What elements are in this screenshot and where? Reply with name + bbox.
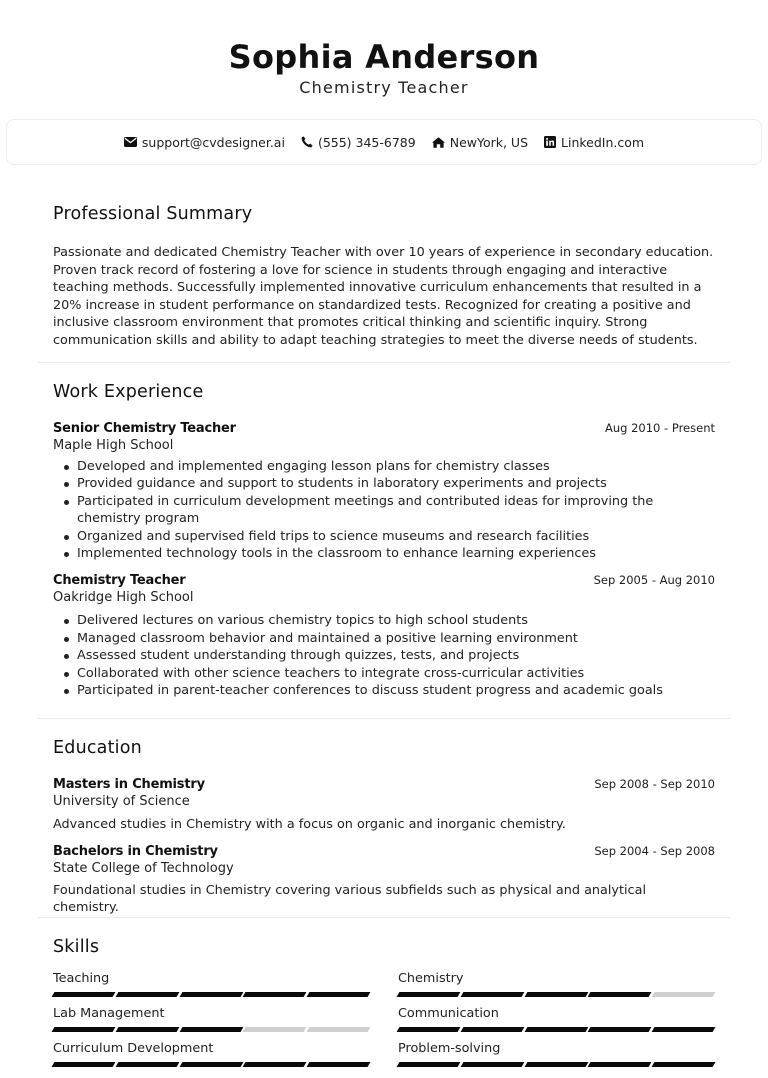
skill-level-segment [52, 1062, 116, 1067]
job-dates: Sep 2005 - Aug 2010 [593, 573, 715, 588]
skill-name: Problem-solving [398, 1041, 501, 1056]
summary-heading: Professional Summary [53, 204, 253, 224]
school-name: State College of Technology [53, 861, 234, 876]
envelope-icon [124, 137, 137, 147]
linkedin-text: LinkedIn.com [561, 134, 645, 150]
skill-level-segment [52, 1027, 116, 1032]
skill-item [398, 970, 714, 997]
list-item: Delivered lectures on various chemistry topics to high school students [53, 612, 715, 629]
skill-level-segment [307, 1027, 371, 1032]
skill-item [53, 970, 369, 997]
skill-level-segment [307, 1062, 371, 1067]
skill-level-bar [53, 992, 369, 997]
skill-level-segment [588, 1062, 652, 1067]
skill-name: Teaching [53, 971, 110, 986]
education-description: Foundational studies in Chemistry covering various subfields such as physical and analytical chemistry. [53, 883, 646, 915]
education-entry [53, 776, 715, 833]
location-text: NewYork, US [449, 134, 529, 150]
job-title: Chemistry Teacher [53, 573, 186, 589]
skill-level-segment [115, 992, 179, 997]
skill-name: Chemistry [398, 971, 464, 986]
skill-level-segment [397, 1062, 461, 1067]
skill-level-segment [460, 992, 524, 997]
skill-level-segment [460, 1027, 524, 1032]
skill-level-segment [115, 1027, 179, 1032]
skill-level-bar [398, 1062, 714, 1067]
skill-level-segment [52, 992, 116, 997]
skill-level-bar [53, 1062, 369, 1067]
section-divider [38, 718, 730, 719]
skill-level-segment [115, 1062, 179, 1067]
skill-level-segment [179, 1062, 243, 1067]
list-item: Provided guidance and support to students in laboratory experiments and projects [53, 475, 715, 492]
skill-level-segment [243, 992, 307, 997]
degree-title: Bachelors in Chemistry [53, 844, 218, 859]
degree-title: Masters in Chemistry [53, 777, 205, 792]
contact-bar [6, 119, 762, 165]
summary-section [38, 203, 730, 350]
skill-level-bar [398, 992, 714, 997]
phone-text: (555) 345-6789 [317, 134, 416, 150]
job-bullets [53, 458, 715, 562]
skill-level-segment [243, 1062, 307, 1067]
list-item: Organized and supervised field trips to science museums and research facilities [53, 528, 715, 545]
education-heading: Education [53, 738, 142, 758]
skill-level-segment [179, 992, 243, 997]
school-name: University of Science [53, 794, 190, 809]
list-item: Managed classroom behavior and maintained a positive learning environment [53, 630, 715, 647]
list-item: Implemented technology tools in the classroom to enhance learning experiences [53, 545, 715, 562]
skill-level-bar [53, 1027, 369, 1032]
skill-item [53, 1005, 369, 1032]
skill-level-segment [524, 1027, 588, 1032]
skill-item [53, 1040, 369, 1067]
job-bullets [53, 612, 715, 699]
phone-icon [301, 136, 313, 148]
skills-heading: Skills [53, 937, 100, 957]
skill-level-segment [524, 1062, 588, 1067]
skill-item [398, 1005, 714, 1032]
education-section [38, 737, 730, 916]
skill-item [398, 1040, 714, 1067]
experience-section [38, 381, 730, 699]
candidate-name: Sophia Anderson [228, 38, 540, 76]
email-text: support@cvdesigner.ai [141, 134, 285, 150]
list-item: Collaborated with other science teachers to integrate cross-curricular activities [53, 665, 715, 682]
skill-level-segment [397, 1027, 461, 1032]
contact-location [432, 135, 528, 150]
skill-level-segment [460, 1062, 524, 1067]
job-organization: Oakridge High School [53, 590, 194, 606]
education-dates: Sep 2004 - Sep 2008 [594, 844, 715, 858]
job-entry [53, 420, 715, 562]
skill-level-segment [588, 1027, 652, 1032]
skill-level-segment [652, 1027, 716, 1032]
skill-level-segment [179, 1027, 243, 1032]
skill-level-bar [398, 1027, 714, 1032]
education-dates: Sep 2008 - Sep 2010 [594, 777, 715, 791]
skill-level-segment [397, 992, 461, 997]
section-divider [38, 917, 730, 918]
resume-header [0, 0, 768, 98]
list-item: Assessed student understanding through quizzes, tests, and projects [53, 647, 715, 664]
skill-level-segment [524, 992, 588, 997]
list-item: Participated in curriculum development meetings and contributed ideas for improving the chemistry program [53, 493, 715, 528]
skill-level-segment [243, 1027, 307, 1032]
candidate-title: Chemistry Teacher [299, 78, 469, 97]
job-organization: Maple High School [53, 438, 174, 453]
job-title: Senior Chemistry Teacher [53, 421, 236, 436]
skill-name: Lab Management [53, 1006, 165, 1021]
list-item: Participated in parent-teacher conferences to discuss student progress and academic goals [53, 682, 715, 699]
skill-level-segment [307, 992, 371, 997]
skills-section [38, 936, 730, 1067]
education-entry [53, 843, 715, 916]
education-description: Advanced studies in Chemistry with a focus on organic and inorganic chemistry. [53, 817, 566, 832]
job-entry [53, 572, 715, 699]
section-divider [38, 362, 730, 363]
linkedin-icon [544, 136, 556, 148]
experience-heading: Work Experience [53, 382, 204, 402]
skills-grid [53, 970, 715, 1067]
job-dates: Aug 2010 - Present [605, 421, 715, 435]
skill-name: Communication [398, 1006, 499, 1021]
contact-phone[interactable] [301, 135, 416, 150]
summary-text: Passionate and dedicated Chemistry Teacher with over 10 years of experience in secondary education. Proven track record of fostering a love for science in students through engaging and interactive teaching methods. Successfully implemented innovative curriculum enhancements that resulted in a 20% increase in student performance on standardized tests. Recognized for creating a positive and inclusive classroom environment that promotes critical thinking and scientific inquiry. Strong communication skills and ability to adapt teaching strategies to meet the diverse needs of students. [53, 245, 714, 348]
contact-linkedin[interactable] [544, 135, 644, 150]
contact-email[interactable] [124, 135, 285, 150]
skill-level-segment [588, 992, 652, 997]
skill-name: Curriculum Development [53, 1041, 214, 1056]
list-item: Developed and implemented engaging lesson plans for chemistry classes [53, 458, 715, 475]
skill-level-segment [652, 992, 716, 997]
home-icon [432, 137, 445, 148]
skill-level-segment [652, 1062, 716, 1067]
